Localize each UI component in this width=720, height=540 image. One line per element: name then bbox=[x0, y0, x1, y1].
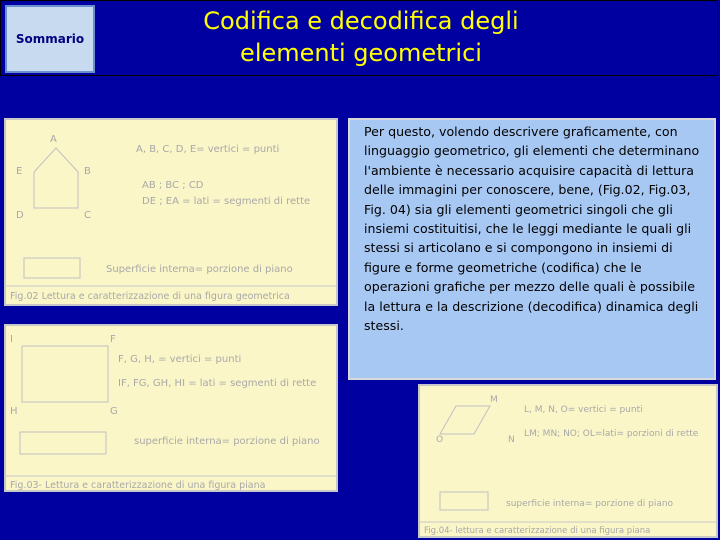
vertex-label-d: D bbox=[16, 210, 24, 221]
vertex-label-o: O bbox=[436, 435, 444, 445]
fig03-caption: Fig.03- Lettura e caratterizzazione di una figura piana bbox=[10, 480, 266, 490]
figure-04-panel bbox=[418, 384, 718, 538]
vertex-label-i: I bbox=[10, 334, 13, 345]
figure-03-drawing bbox=[6, 326, 336, 490]
pentagon-shape bbox=[34, 148, 78, 208]
header-bar bbox=[0, 0, 718, 76]
vertex-label-g: G bbox=[110, 406, 118, 417]
fig02-line-2: AB ; BC ; CD bbox=[142, 180, 204, 191]
title-line-1: Codifica e decodifica degli bbox=[203, 7, 519, 35]
vertex-label-h: H bbox=[10, 406, 18, 417]
fig04-caption: Fig.04- lettura e caratterizzazione di una figura piana bbox=[424, 526, 651, 536]
figure-02-panel bbox=[4, 118, 338, 306]
title-line-2: elementi geometrici bbox=[240, 39, 482, 67]
fig03-legend: superficie interna= porzione di piano bbox=[134, 436, 320, 447]
fig02-line-1: A, B, C, D, E= vertici = punti bbox=[136, 144, 280, 155]
description-text-box bbox=[348, 118, 716, 380]
fig03-line-1: F, G, H, = vertici = punti bbox=[118, 354, 242, 365]
fig04-legend: superficie interna= porzione di piano bbox=[506, 499, 674, 509]
page-title bbox=[101, 5, 621, 69]
fig02-caption: Fig.02 Lettura e caratterizzazione di una figura geometrica bbox=[10, 291, 290, 302]
figure-03-panel bbox=[4, 324, 338, 492]
fig04-line-1: L, M, N, O= vertici = punti bbox=[524, 405, 643, 415]
square-shape bbox=[22, 346, 108, 402]
fig02-legend-swatch bbox=[24, 258, 80, 278]
vertex-label-e: E bbox=[16, 166, 23, 177]
figure-02-drawing bbox=[6, 120, 336, 304]
vertex-label-n: N bbox=[508, 435, 515, 445]
description-paragraph: Per questo, volendo descrivere graficamente, con linguaggio geometrico, gli elementi che determinano l'ambiente è necessario acquisire capacità di lettura delle immagini per conoscere, bene, (Fig.02, Fig.03, Fig. 04) sia gli elementi geometrici singoli che gli insiemi costituitisi, che le leggi mediante le quali gli stessi si articolano e si compongono in insiemi di figure e forme geometriche (codifica) che le operazioni grafiche per mezzo delle quali è possibile la lettura e la descrizione (decodifica) dinamica degli stessi. bbox=[364, 124, 700, 334]
parallelogram-shape bbox=[440, 406, 490, 434]
vertex-label-f: F bbox=[110, 334, 116, 345]
fig02-line-3: DE ; EA = lati = segmenti di rette bbox=[142, 196, 311, 207]
fig03-legend-swatch bbox=[20, 432, 106, 454]
fig02-legend: Superficie interna= porzione di piano bbox=[106, 264, 293, 275]
fig04-line-2: LM; MN; NO; OL=lati= porzioni di rette bbox=[524, 429, 699, 439]
sommario-button[interactable]: Sommario bbox=[5, 5, 95, 73]
vertex-label-c: C bbox=[84, 210, 91, 221]
fig03-line-2: IF, FG, GH, HI = lati = segmenti di rette bbox=[118, 378, 317, 389]
figure-04-drawing bbox=[420, 386, 716, 536]
vertex-label-a: A bbox=[50, 134, 57, 145]
vertex-label-m: M bbox=[490, 395, 498, 405]
vertex-label-b: B bbox=[84, 166, 91, 177]
fig04-legend-swatch bbox=[440, 492, 488, 510]
